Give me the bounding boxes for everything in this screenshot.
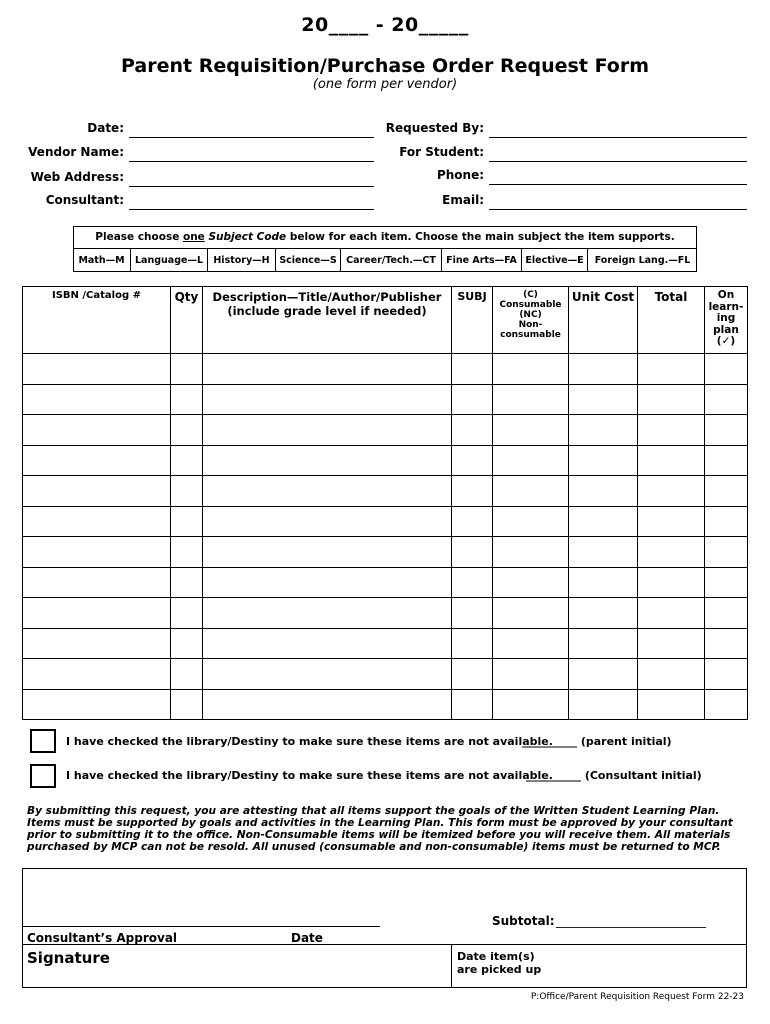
parent-library-checkbox[interactable]: [30, 729, 56, 753]
email-field[interactable]: [489, 209, 747, 210]
consultant-approval-label: Consultant’s Approval: [27, 931, 178, 945]
email-label: Email:: [442, 193, 484, 207]
col-qty-header: Qty: [171, 287, 203, 354]
table-row: [23, 537, 748, 568]
form-title: Parent Requisition/Purchase Order Request Form: [120, 55, 649, 77]
col-isbn-header: ISBN /Catalog #: [23, 287, 171, 354]
table-row: [23, 384, 748, 415]
for-student-label: For Student:: [399, 145, 484, 159]
approval-signature-line[interactable]: [22, 926, 380, 927]
subject-code: Foreign Lang.—FL: [594, 255, 691, 266]
subject-code: Language—L: [131, 249, 208, 272]
school-year-line: 20____ - 20_____: [301, 14, 469, 36]
subject-code-instruction: Please choose one Subject Code below for each item. Choose the main subject the item supports.: [95, 231, 675, 243]
table-row: [23, 659, 748, 690]
col-learning-plan-header: On learn- ing plan (✓): [705, 287, 748, 354]
requested-by-label: Requested By:: [385, 121, 484, 135]
col-consumable-header: (C) Consumable (NC) Non- consumable: [493, 287, 569, 354]
table-row: [23, 445, 748, 476]
date-label: Date:: [87, 121, 124, 135]
web-address-field[interactable]: [129, 186, 374, 187]
subject-code: Math—M: [73, 249, 131, 272]
approval-date-label: Date: [291, 931, 323, 945]
phone-field[interactable]: [489, 184, 747, 185]
table-row: [23, 567, 748, 598]
table-row: [23, 415, 748, 446]
footer-file-path: P:Office/Parent Requisition Request Form 22-23: [530, 992, 744, 1002]
date-field[interactable]: [129, 137, 374, 138]
web-address-label: Web Address:: [30, 170, 124, 184]
table-row: [23, 354, 748, 385]
subject-code: Elective—E: [522, 249, 588, 272]
requested-by-field[interactable]: [489, 137, 747, 138]
table-row: [23, 506, 748, 537]
col-description-header: Description—Title/Author/Publisher (include grade level if needed): [203, 287, 452, 354]
items-table: [22, 286, 748, 720]
table-row: [23, 689, 748, 720]
col-unit-cost-header: Unit Cost: [569, 287, 638, 354]
parent-library-statement: I have checked the library/Destiny to make sure these items are not available.: [66, 735, 553, 748]
subtotal-label: Subtotal:: [492, 914, 555, 928]
picked-up-divider: [451, 944, 452, 988]
consultant-library-statement: I have checked the library/Destiny to make sure these items are not available.: [66, 769, 553, 782]
subject-code: Science—S: [276, 249, 341, 272]
subject-code: History—H: [208, 249, 276, 272]
consultant-label: Consultant:: [45, 193, 124, 207]
vendor-name-label: Vendor Name:: [28, 145, 124, 159]
subject-code-list: [73, 248, 697, 272]
consultant-library-checkbox[interactable]: [30, 764, 56, 788]
table-header-row: [23, 287, 748, 354]
picked-up-label: Date item(s) are picked up: [457, 950, 542, 976]
subject-code: Career/Tech.—CT: [341, 249, 442, 272]
signature-label: Signature: [27, 949, 110, 967]
col-subj-header: SUBJ: [452, 287, 493, 354]
subtotal-field[interactable]: _________________________: [556, 914, 706, 928]
table-row: [23, 476, 748, 507]
attestation-notice: By submitting this request, you are attesting that all items support the goals of the Written Student Learning Plan. Items must be supported by goals and activities in the Learning Plan. This form must be approved by your consultant prior to submitting it to the office. Non-Consumable items will be itemized before you will receive them. All materials purchased by MCP can not be resold. All unused (consumable and non-consumable) items must be returned to MCP.: [27, 805, 733, 853]
consultant-initial-field[interactable]: __________ (Consultant initial): [526, 769, 702, 782]
approval-box: [22, 868, 747, 988]
phone-label: Phone:: [436, 168, 484, 182]
vendor-name-field[interactable]: [129, 161, 374, 162]
parent-initial-field[interactable]: __________ (parent initial): [522, 735, 672, 748]
table-row: [23, 628, 748, 659]
consultant-field[interactable]: [129, 209, 374, 210]
form-subtitle: (one form per vendor): [312, 77, 458, 92]
subject-code: Fine Arts—FA: [442, 249, 522, 272]
table-row: [23, 598, 748, 629]
col-total-header: Total: [638, 287, 705, 354]
for-student-field[interactable]: [489, 161, 747, 162]
